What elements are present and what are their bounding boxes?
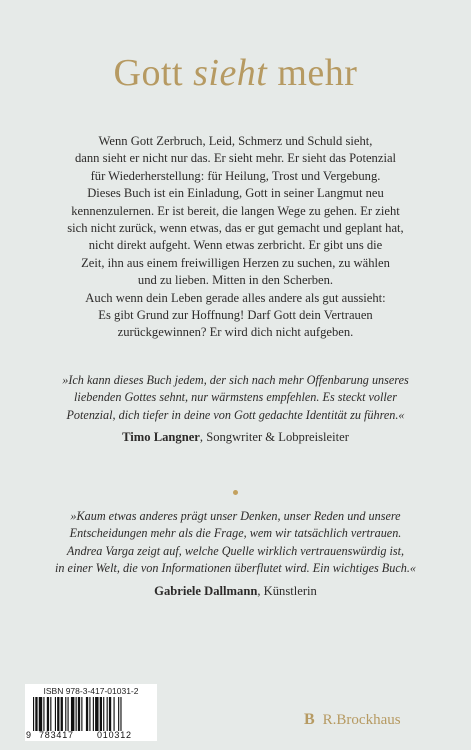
ean-digit-first: 9 [26, 730, 32, 740]
blurb-line: sich nicht zurück, wenn etwas, das er gut gemacht und geplant hat, [67, 221, 404, 236]
endorsement-quote-2 [40, 508, 431, 600]
quote-attribution [40, 583, 431, 600]
ean-group-left: 783417 [39, 730, 74, 740]
quote-role: , Künstlerin [257, 583, 317, 598]
blurb-line: Es gibt Grund zur Hoffnung! Darf Gott dein Vertrauen [98, 308, 373, 323]
blurb-line: dann sieht er nicht nur das. Er sieht mehr. Er sieht das Potenzial [74, 151, 397, 166]
separator-dot [233, 490, 238, 495]
title-part2: mehr [267, 52, 358, 94]
publisher-mark [304, 710, 401, 730]
barcode-bars [31, 697, 151, 731]
quote-line: »Kaum etwas anderes prägt unser Denken, unser Reden und unsere [70, 509, 401, 523]
blurb-line: Wenn Gott Zerbruch, Leid, Schmerz und Schuld sieht, [98, 134, 373, 148]
quote-line: Entscheidungen mehr als die Frage, wem wir tatsächlich vertrauen. [69, 526, 402, 541]
book-title [0, 50, 471, 96]
blurb-text [40, 133, 431, 342]
endorsement-quote-1 [40, 372, 431, 447]
quote-author: Gabriele Dallmann [154, 583, 258, 598]
blurb-line: nicht direkt aufgeht. Wenn etwas zerbricht. Er gibt uns die [88, 238, 383, 253]
quote-role: , Songwriter & Lobpreisleiter [199, 430, 349, 445]
quote-line: in einer Welt, die von Informationen überflutet wird. Ein wichtiges Buch.« [55, 561, 416, 576]
barcode [25, 684, 157, 741]
quote-line: liebenden Gottes sehnt, nur wärmstens empfehlen. Es steckt voller [74, 390, 397, 405]
title-part1: Gott [113, 52, 194, 94]
blurb-line: und zu lieben. Mitten in den Scherben. [137, 273, 334, 288]
blurb-line: Dieses Buch ist ein Einladung, Gott in seiner Langmut neu [87, 186, 384, 201]
publisher-logo-icon: B [304, 711, 315, 728]
quote-line: Andrea Varga zeigt auf, welche Quelle wirklich vertrauenswürdig ist, [66, 543, 405, 558]
title-italic: sieht [193, 52, 268, 94]
blurb-line: kennenzulernen. Er ist bereit, die langen Wege zu gehen. Er zieht [71, 203, 400, 218]
blurb-line: Zeit, ihn aus einem freiwilligen Herzen zu suchen, zu wählen [81, 255, 390, 270]
quote-line: »Ich kann dieses Buch jedem, der sich nach mehr Offenbarung unseres [62, 373, 409, 387]
isbn-label: ISBN 978-3-417-01031-2 [43, 686, 139, 696]
quote-author: Timo Langner [122, 430, 200, 445]
ean-group-right: 010312 [97, 730, 132, 740]
quote-attribution [40, 429, 431, 446]
blurb-line: Auch wenn dein Leben gerade alles andere als gut aussieht: [85, 290, 386, 305]
blurb-line: zurückgewinnen? Er wird dich nicht aufgeben. [117, 325, 354, 340]
quote-line: Potenzial, dich tiefer in deine von Gott gedachte Identität zu führen.« [66, 407, 405, 422]
publisher-name: R.Brockhaus [322, 711, 401, 728]
blurb-line: für Wiederherstellung: für Heilung, Trost und Vergebung. [90, 168, 381, 183]
